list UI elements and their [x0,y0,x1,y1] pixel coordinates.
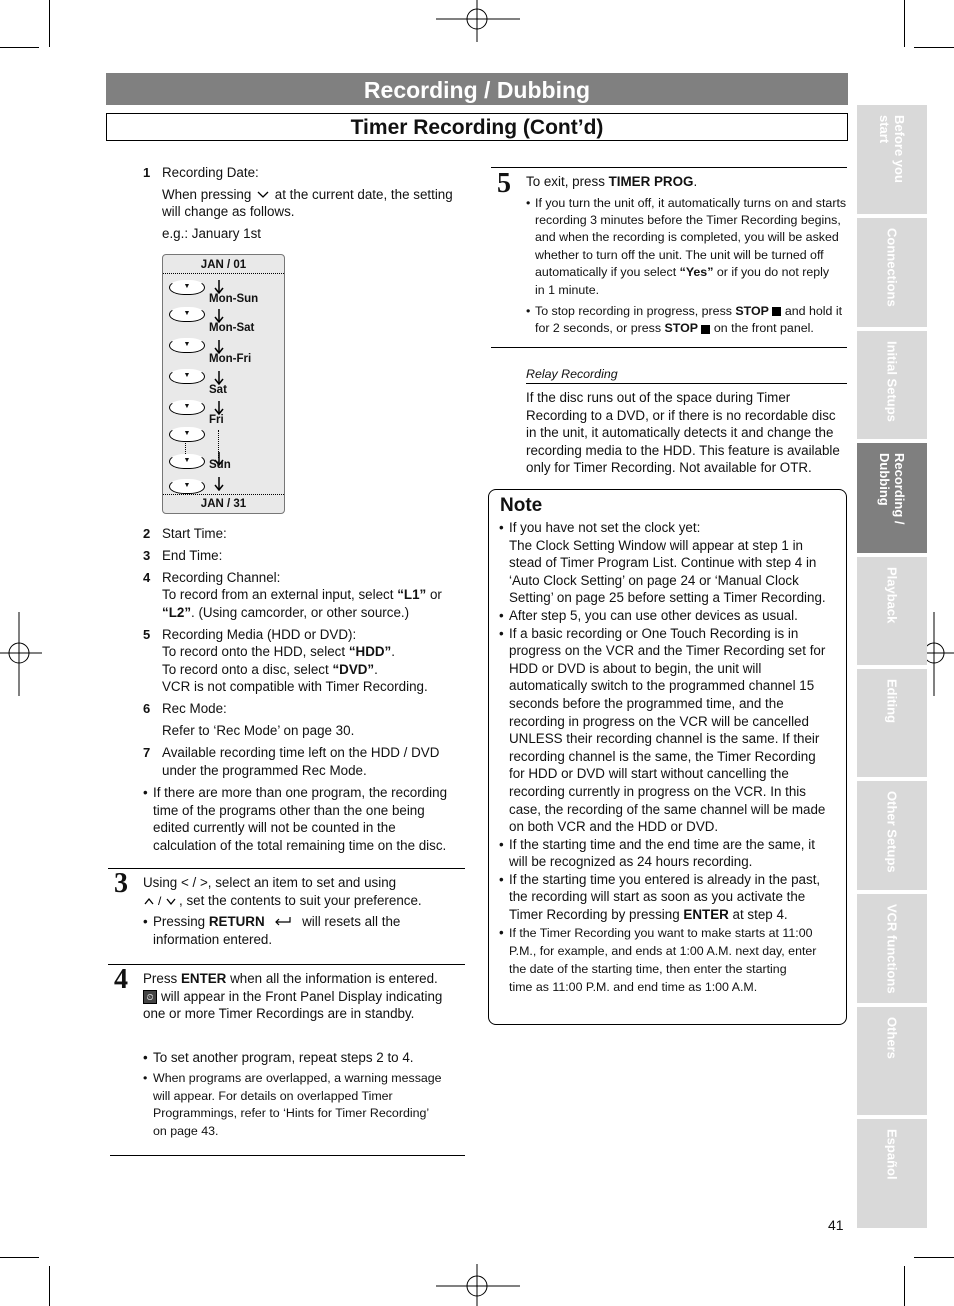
text-line: P.M., for example, and ends at 1:00 A.M. next day, enter [509,943,817,958]
side-tab-label: Connections [884,228,900,307]
note-bullet: • If the Timer Recording you want to make starts at 11:00 P.M., for example, and ends at 1:00 A.M. next day, enter the date of the starting time, then enter the starting time as 11:00 P.M. and end time as 1:00 A.M. [499,924,844,997]
step-3: Using < / >, select an item to set and using / , set the contents to suit your preference. • Pressing RETURN will resets all the information entered. [143,875,422,947]
text-line: If the disc runs out of the space during Timer [526,390,791,405]
step-4-number: 4 [114,964,128,995]
text-line: After step 5, you can use other devices as usual. [509,607,798,623]
diagram-item: Mon-Sat [209,322,255,334]
arrow-down-icon [214,477,224,491]
note-bullet: • After step 5, you can use other devices as usual. [499,607,844,625]
registration-mark-left [0,612,42,696]
item-label: Recording Date: [162,165,259,180]
text-line: If the starting time you entered is already in the past, [509,871,821,887]
text-line: calculation of the total remaining time on the disc. [153,837,447,853]
note-title: Note [500,495,543,516]
left-right-arrow-icon: < / > [180,875,208,890]
page-title: Timer Recording (Cont’d) [106,113,848,141]
relay-text [526,389,851,477]
diagram-item: Sun [209,459,231,471]
arrow-down-icon [214,401,224,415]
side-tab[interactable] [857,894,927,1003]
text-line: in the unit, it automatically detects it and change the [526,425,834,441]
text-line: case, the recording of the same channel will be made [509,801,826,817]
text-line: recording channel is the same, the Timer Recording [509,748,816,764]
diagram-bottom-label: JAN / 31 [163,494,284,513]
side-tab[interactable] [857,781,927,890]
side-tab[interactable] [857,331,927,439]
text-line: time of the programs other than the one being [153,802,425,818]
diagram-item: Mon-Fri [209,353,252,365]
side-tab[interactable] [857,105,927,214]
text-line: If you have not set the clock yet: [509,520,701,535]
down-button-icon: ▼ [169,400,205,415]
text-line: recording media to the HDD. This feature is available [526,442,840,458]
side-tab[interactable] [857,443,927,553]
note-bullet: • If you have not set the clock yet: The Clock Setting Window will appear at step 1 in stead of Timer Program List. Continue with step 4 in ‘Auto Clock Setting’ on page 24 or ‘Manual Clock Setting’ on page 25 before setting a Timer Recording. [499,519,844,607]
text-line: on page 43. [153,1123,219,1138]
text-line: and when the recording is completed, you will be asked [535,230,839,245]
text-line: recording currently in progress on the VCR. In this [509,783,806,799]
side-tab[interactable] [857,557,927,665]
text-line: will be recognized as 24 hours recording. [509,854,753,870]
side-tab[interactable] [857,1119,927,1228]
side-tab-label: Others [884,1017,900,1059]
side-tab[interactable] [857,669,927,777]
crop-mark [49,1266,50,1306]
note-bullet: • If the starting time and the end time are the same, it will be recognized as 24 hours recording. [499,836,844,871]
side-tab-label: Recording / Dubbing [877,453,907,525]
step-4: Press ENTER when all the information is entered. ⏲ will appear in the Front Panel Display indicating one or more Timer Recordings are in standby. • To set another program, repeat steps 2 to 4. • When programs are overlapped, a warning message will appear. For details on overlapped Timer Programmings, refer to ‘Hints for Timer Recording’ on page 43. [143,970,473,1140]
text-line: If there are more than one program, the recording [153,785,448,800]
relay-heading: Relay Recording [526,367,618,381]
diagram-top-label: JAN / 01 [163,255,284,274]
text-line: whether to turn off the unit. The unit will be turned off [535,247,824,262]
text-line: seconds before the programmed time, and the [509,695,784,711]
crop-mark [914,1257,954,1258]
up-down-arrow-icon [143,896,179,906]
side-tab[interactable] [857,218,927,327]
side-tab-label: Playback [884,567,900,624]
crop-mark [904,1266,905,1306]
diagram-item: Sat [209,384,227,396]
text-line: recording in progress on the VCR will be cancelled [509,713,809,729]
side-tab-label: Before you start [877,115,907,183]
note-body [499,519,844,996]
crop-mark [0,1257,39,1258]
text-line: will appear. For details on overlapped Timer [153,1088,393,1103]
side-tab[interactable] [857,1007,927,1115]
page-number: 41 [828,1217,844,1233]
crop-mark [49,0,50,47]
example-text: e.g.: January 1st [162,226,261,241]
text-line: If you turn the unit off, it automatically turns on and starts [535,195,847,210]
registration-mark-bottom [436,1264,520,1306]
arrow-down-icon [214,371,224,385]
chevron-down-icon [257,191,269,199]
svg-text:/: / [158,896,162,907]
step-5: To exit, press TIMER PROG. • If you turn the unit off, it automatically turns on and starts recording 3 minutes before the Timer Recording begins, and when the recording is completed, you will be asked whether to turn off the unit. The unit will be turned off automatically if you select “Yes” or if you do not reply in 1 minute. • To stop recording in progress, press STOP and hold it for 2 seconds, or press STOP on the front panel. [526,173,851,338]
diagram-item: Fri [209,414,224,426]
dotted-line [185,441,186,454]
side-tab-label: Editing [884,679,900,724]
text-line: stead of Timer Program List. Continue with step 4 in [509,555,817,571]
text-line: When programs are overlapped, a warning message [153,1071,442,1086]
stop-icon [701,325,710,334]
crop-mark [904,0,905,47]
text-line: If the Timer Recording you want to make starts at 11:00 [509,925,813,940]
arrow-down-icon [214,340,224,354]
text-line: time as 11:00 P.M. and end time as 1:00 A.M. [509,980,758,995]
text-line: ‘Auto Clock Setting’ on page 24 or ‘Manual Clock [509,572,799,588]
text-line: only for Timer Recording. Not available for OTR. [526,460,812,476]
return-icon [272,916,294,926]
down-button-icon: ▼ [169,454,205,469]
date-cycle-diagram [162,254,285,514]
text-line: edited currently will not be counted in the [153,820,396,836]
note-bullet: • If the starting time you entered is already in the past, the recording will start as soon as you activate the Timer Recording by pressing ENTER at step 4. [499,871,844,924]
text-line: UNLESS their recording channel is the same. If their [509,731,820,747]
text-line: the date of the starting time, then enter the starting [509,962,787,977]
diagram-item: Mon-Sun [209,293,259,305]
divider [108,964,465,965]
divider [491,167,847,168]
down-button-icon: ▼ [169,338,205,353]
text-line: The Clock Setting Window will appear at step 1 in [509,537,803,553]
side-tab-label: Other Setups [884,791,900,873]
divider [108,868,465,869]
arrow-down-icon [214,280,224,294]
item-number: 1 [143,165,151,180]
text-line: for HDD or DVD will start without cancelling the [509,766,789,782]
arrow-down-icon [214,309,224,323]
section-title: Recording / Dubbing [106,73,848,105]
text-line: Programmings, refer to ‘Hints for Timer Recording’ [153,1106,430,1121]
text-line: the recording will start as soon as you activate the [509,889,806,905]
side-tab-label: Español [884,1129,900,1180]
crop-mark [914,47,954,48]
text-line: Setting’ on page 25 before setting a Timer Recording. [509,590,826,606]
text-line: recording 3 minutes before the Timer Recording begins, [535,213,841,227]
side-tab-label: Initial Setups [884,341,900,422]
side-tab-label: VCR functions [884,904,900,994]
note-bullet: • If a basic recording or One Touch Recording is in progress on the VCR and the Timer Recording set for HDD or DVD is about to begin, the unit will automatically switch to the programmed channel 15 seconds before the programmed time, and the recording in progress on the VCR will be cancelled UNLESS their recording channel is the same. If their recording channel is the same, the Timer Recording for HDD or DVD will start without cancelling the recording currently in progress on the VCR. In this case, the recording of the same channel will be made on both VCR and the HDD or DVD. [499,625,844,836]
dotted-line [218,430,219,458]
text-line: Recording to a DVD, or if there is no recordable disc [526,407,836,423]
divider [110,1155,465,1156]
down-button-icon: ▼ [169,307,205,322]
crop-mark [0,47,39,48]
divider [491,347,847,348]
divider [526,383,847,384]
down-button-icon: ▼ [169,479,205,494]
down-button-icon: ▼ [169,369,205,384]
text-line: progress on the VCR and the Timer Recording set for [509,643,826,659]
text-line: on both VCR and the HDD or DVD. [509,819,719,835]
text-line: automatically switch to the programmed channel 15 [509,678,815,694]
step-5-number: 5 [497,168,511,199]
down-button-icon: ▼ [169,427,205,442]
timer-indicator-icon: ⏲ [143,990,157,1004]
text-line: HDD or DVD is about to begin, the unit will [509,660,762,676]
down-button-icon: ▼ [169,280,205,295]
text-line: If a basic recording or One Touch Recording is in [509,625,799,641]
step-3-number: 3 [114,868,128,899]
stop-icon [772,307,781,316]
registration-mark-top [436,0,520,42]
text-line: If the starting time and the end time are the same, it [509,836,815,852]
